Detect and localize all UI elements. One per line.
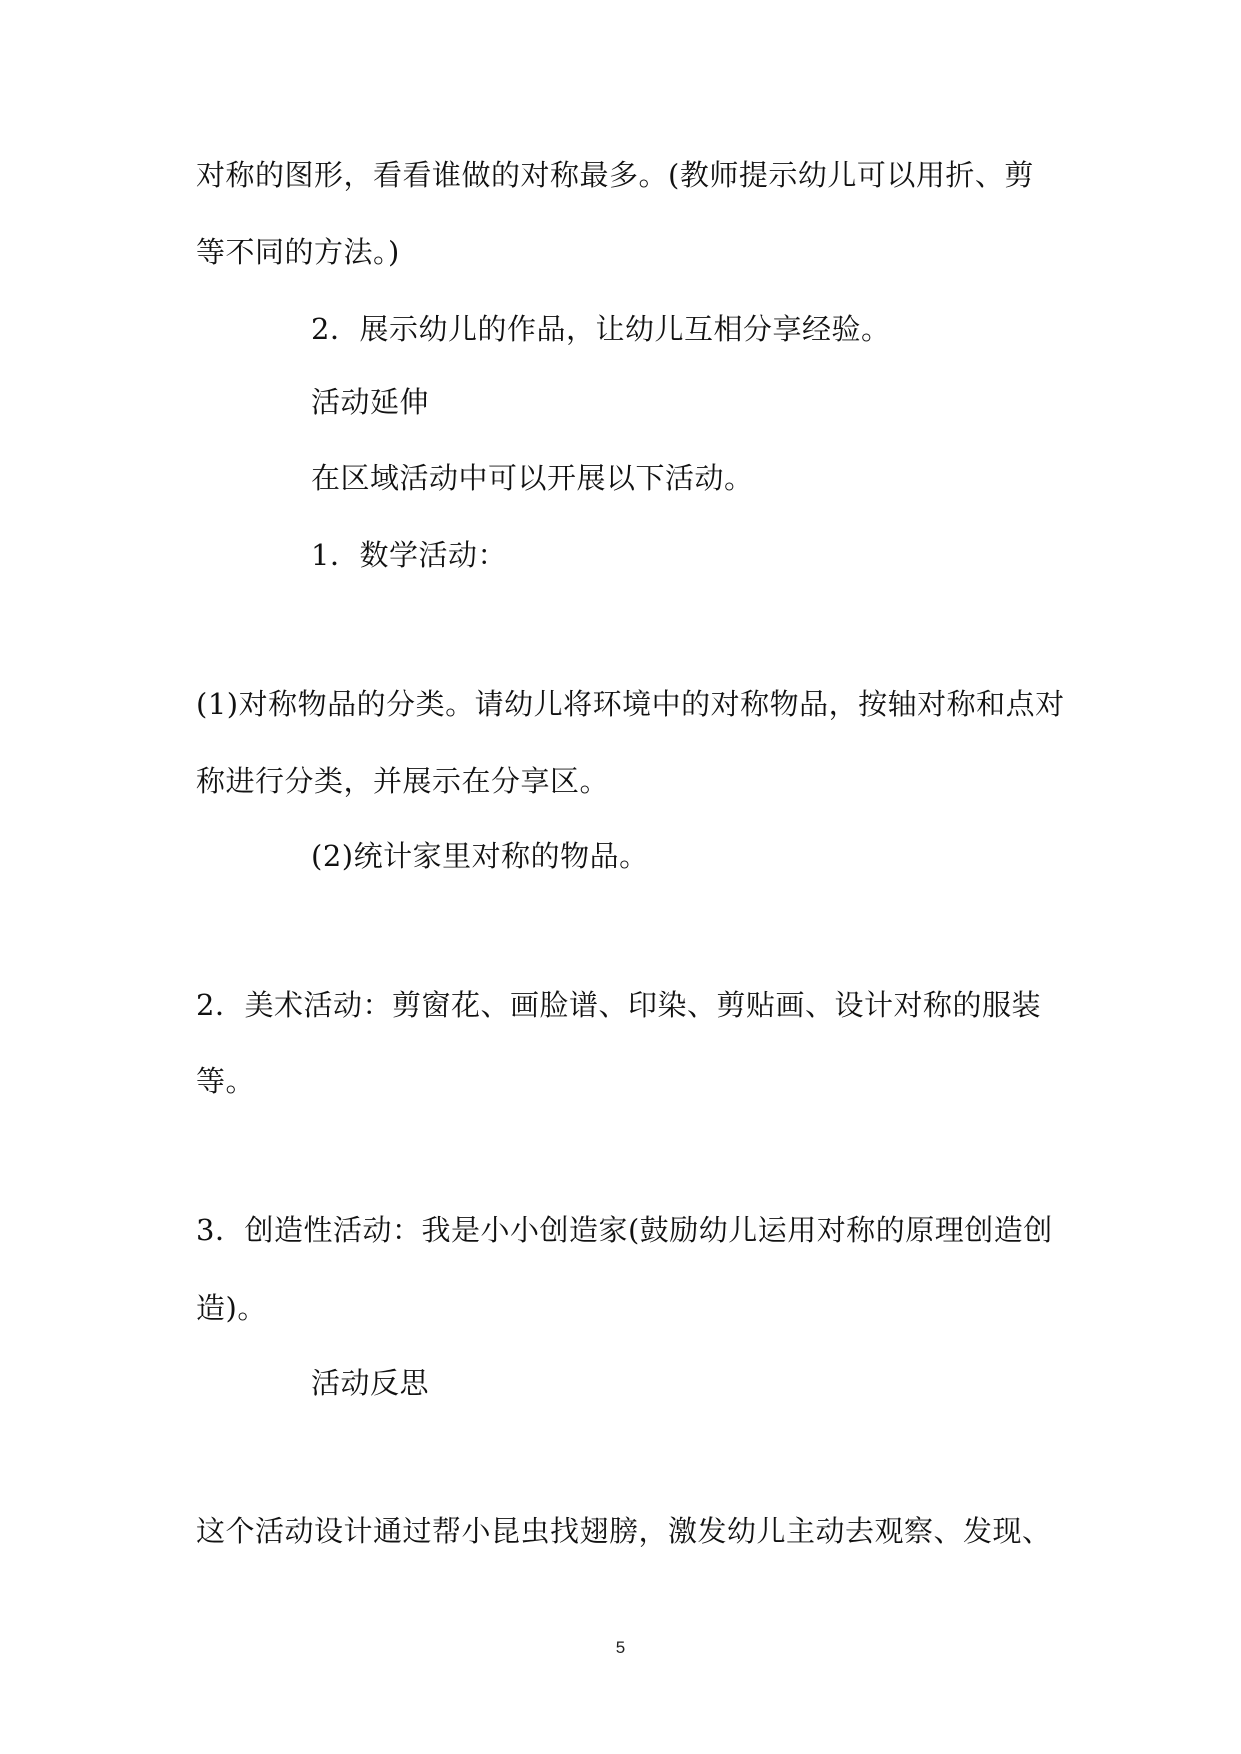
paragraph-line: 3．创造性活动：我是小小创造家(鼓励幼儿运用对称的原理创造创 (196, 1213, 1053, 1247)
paragraph-line: (2)统计家里对称的物品。 (311, 839, 649, 873)
paragraph-line: 称进行分类，并展示在分享区。 (196, 764, 610, 798)
section-heading: 活动反思 (311, 1366, 430, 1400)
paragraph-line: 等。 (196, 1064, 256, 1098)
page-number: 5 (615, 1638, 626, 1657)
section-heading: 活动延伸 (311, 385, 430, 419)
paragraph-line: 在区域活动中可以开展以下活动。 (311, 461, 754, 495)
paragraph-line: 造)。 (196, 1291, 267, 1325)
paragraph-line: (1)对称物品的分类。请幼儿将环境中的对称物品，按轴对称和点对 (196, 687, 1065, 721)
paragraph-line: 2．展示幼儿的作品，让幼儿互相分享经验。 (311, 312, 891, 346)
paragraph-line: 等不同的方法。) (196, 235, 400, 269)
paragraph-line: 对称的图形，看看谁做的对称最多。(教师提示幼儿可以用折、剪 (196, 158, 1034, 192)
paragraph-line: 2．美术活动：剪窗花、画脸谱、印染、剪贴画、设计对称的服装 (196, 988, 1041, 1022)
paragraph-line: 这个活动设计通过帮小昆虫找翅膀，激发幼儿主动去观察、发现、 (196, 1514, 1052, 1548)
list-heading: 1．数学活动： (311, 538, 507, 572)
